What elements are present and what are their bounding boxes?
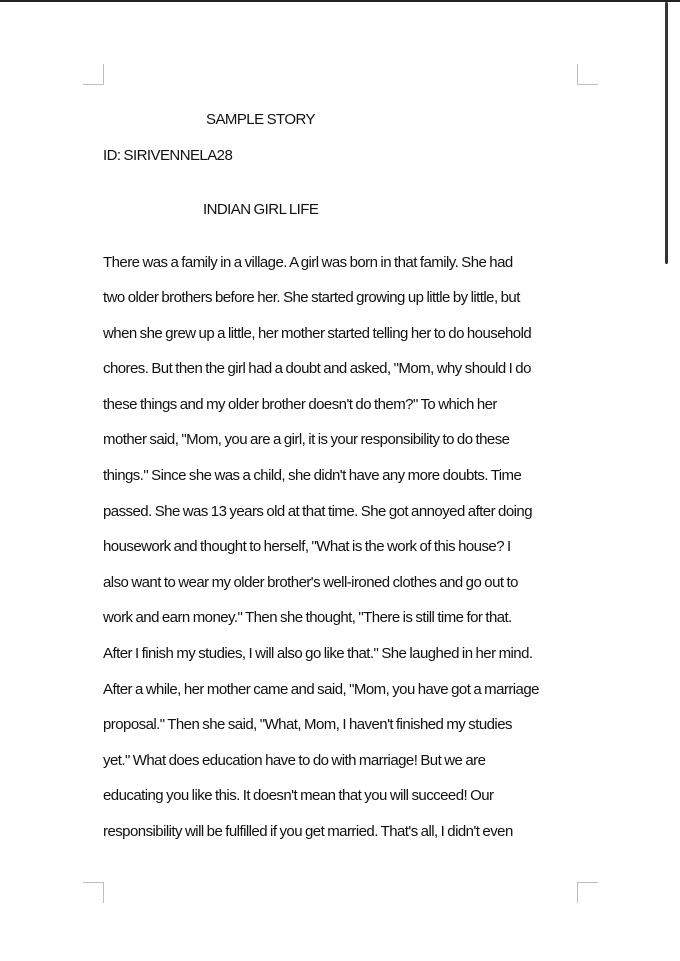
body-line: also want to wear my older brother's well-ironed clothes and go out to (103, 574, 518, 591)
page-margin-corner-top-left (83, 64, 104, 85)
body-line: chores. But then the girl had a doubt and asked, "Mom, why should I do (103, 360, 531, 377)
body-line: educating you like this. It doesn't mean that you will succeed! Our (103, 787, 494, 804)
page-margin-corner-top-right (577, 64, 598, 85)
body-line: yet." What does education have to do with marriage! But we are (103, 752, 486, 769)
page-margin-corner-bottom-right (577, 882, 598, 903)
body-line: these things and my older brother doesn't do them?" To which her (103, 396, 497, 413)
body-line: responsibility will be fulfilled if you get married. That's all, I didn't even (103, 823, 513, 840)
body-line: housework and thought to herself, "What is the work of this house? I (103, 538, 511, 555)
body-line: work and earn money." Then she thought, "There is still time for that. (103, 609, 512, 626)
story-title: INDIAN GIRL LIFE (203, 201, 319, 218)
document-id: ID: SIRIVENNELA28 (103, 147, 233, 164)
body-line: mother said, "Mom, you are a girl, it is your responsibility to do these (103, 431, 510, 448)
body-line: After a while, her mother came and said, "Mom, you have got a marriage (103, 681, 539, 698)
body-line: After I finish my studies, I will also go like that." She laughed in her mind. (103, 645, 533, 662)
body-line: two older brothers before her. She started growing up little by little, but (103, 289, 520, 306)
body-line: when she grew up a little, her mother started telling her to do household (103, 325, 532, 342)
body-line: proposal." Then she said, "What, Mom, I haven't finished my studies (103, 716, 512, 733)
page-margin-corner-bottom-left (83, 882, 104, 903)
document-title: SAMPLE STORY (206, 111, 315, 128)
body-line: There was a family in a village. A girl was born in that family. She had (103, 254, 513, 271)
body-line: passed. She was 13 years old at that time. She got annoyed after doing (103, 503, 533, 520)
body-line: things." Since she was a child, she didn't have any more doubts. Time (103, 467, 522, 484)
top-border (0, 0, 680, 2)
scrollbar-thumb[interactable] (665, 2, 668, 264)
